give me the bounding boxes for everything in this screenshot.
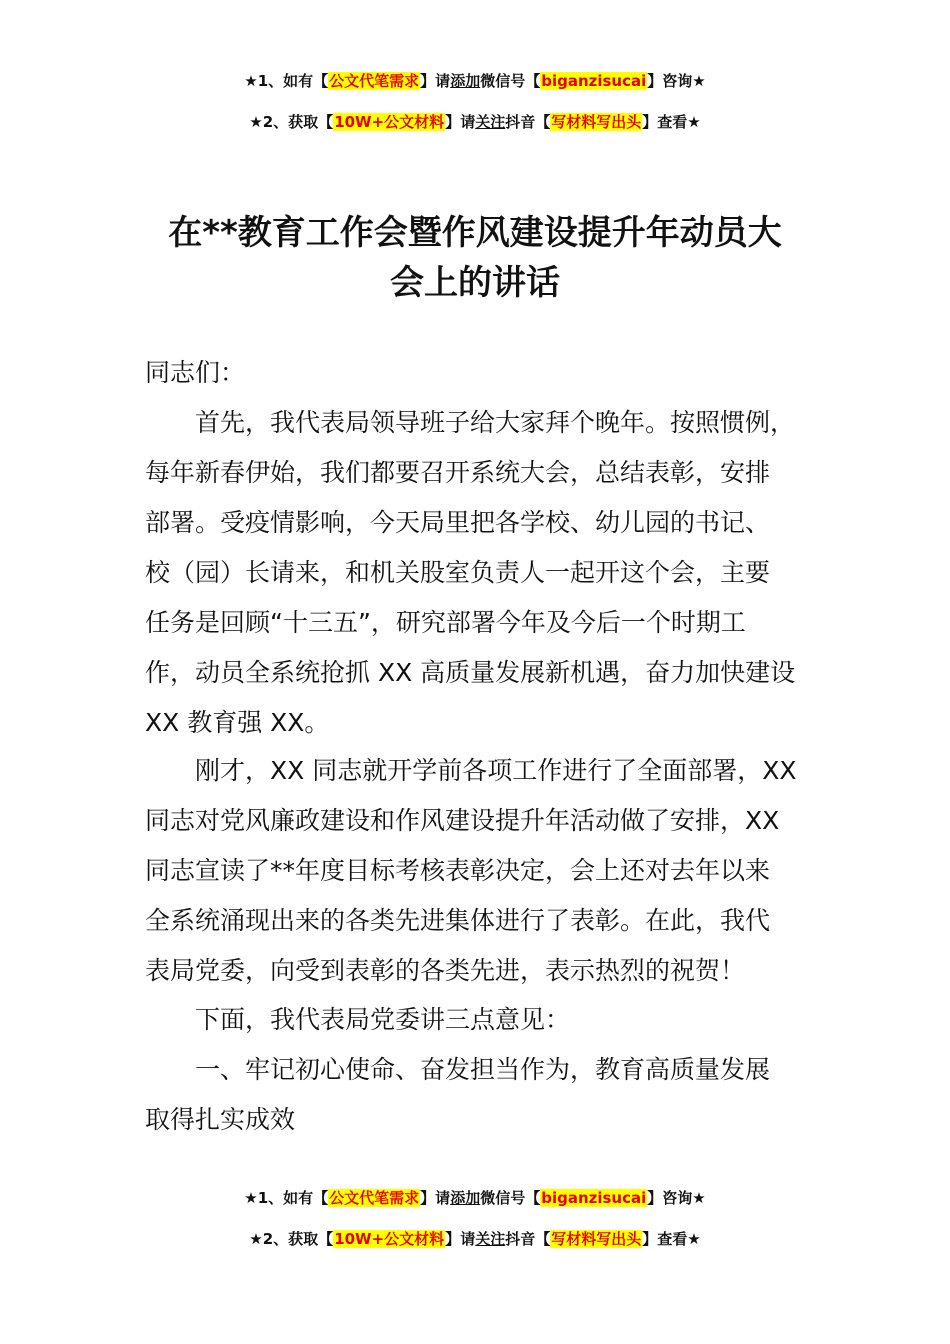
- title-line-2: 会上的讲话: [390, 263, 560, 303]
- notice-text: 】请: [420, 1189, 451, 1207]
- notice-highlight: 10W+公文材料: [334, 1230, 445, 1248]
- notice-highlight: 公文代笔需求: [329, 1189, 420, 1207]
- paragraph-line: 同志宣读了**年度目标考核表彰决定，会上还对去年以来: [145, 856, 771, 885]
- salutation: 同志们：: [145, 358, 246, 387]
- paragraph-line: 作，动员全系统抢抓 XX 高质量发展新机遇，奋力加快建设: [145, 658, 796, 687]
- top-notice-line-2: [0, 111, 950, 133]
- paragraph-line: 全系统涌现出来的各类先进集体进行了表彰。在此，我代: [145, 906, 771, 935]
- notice-highlight: 写材料写出头: [551, 113, 642, 131]
- notice-underlined: 关注: [475, 113, 506, 131]
- notice-text: ★1、如有【: [244, 72, 329, 90]
- paragraph-line: 校（园）长请来，和机关股室负责人一起开这个会，主要: [145, 558, 771, 587]
- paragraph-line: 任务是回顾“十三五”，研究部署今年及今后一个时期工: [145, 608, 746, 637]
- notice-text: ★1、如有【: [244, 1189, 329, 1207]
- notice-highlight: 公文代笔需求: [329, 72, 420, 90]
- notice-text: 微信号【: [480, 72, 541, 90]
- paragraph-line: 部署。受疫情影响，今天局里把各学校、幼儿园的书记、: [145, 508, 771, 537]
- paragraph-3: 下面，我代表局党委讲三点意见：: [195, 1005, 571, 1034]
- notice-highlight: biganzisucai: [541, 72, 647, 90]
- notice-text: 】请: [420, 72, 451, 90]
- notice-underlined: 添加: [450, 72, 481, 90]
- notice-underlined: 添加: [450, 1189, 481, 1207]
- paragraph-line: 首先，我代表局领导班子给大家拜个晚年。按照惯例，: [195, 408, 796, 437]
- paragraph-line: 每年新春伊始，我们都要召开系统大会，总结表彰，安排: [145, 458, 771, 487]
- top-notice-line-1: [0, 70, 950, 92]
- notice-text: 】请: [445, 113, 476, 131]
- paragraph-line: 刚才，XX 同志就开学前各项工作进行了全面部署，XX: [195, 756, 797, 785]
- notice-underlined: 关注: [475, 1230, 506, 1248]
- notice-text: ★2、获取【: [249, 113, 334, 131]
- notice-text: 】查看★: [642, 113, 701, 131]
- notice-highlight: 写材料写出头: [551, 1230, 642, 1248]
- notice-highlight: 10W+公文材料: [334, 113, 445, 131]
- paragraph-line: 一、牢记初心使命、奋发担当作为，教育高质量发展: [195, 1055, 771, 1084]
- notice-text: 】咨询★: [647, 72, 706, 90]
- notice-text: 】查看★: [642, 1230, 701, 1248]
- document-title: [0, 208, 950, 308]
- paragraph-line: 表局党委，向受到表彰的各类先进，表示热烈的祝贺！: [145, 956, 746, 985]
- notice-text: 抖音【: [505, 1230, 551, 1248]
- bottom-notice-line-1: [0, 1187, 950, 1209]
- notice-text: 】请: [445, 1230, 476, 1248]
- paragraph-line: 取得扎实成效: [145, 1105, 296, 1134]
- paragraph-1: [145, 398, 835, 748]
- paragraph-line: XX 教育强 XX。: [145, 708, 330, 737]
- paragraph-line: 同志对党风廉政建设和作风建设提升年活动做了安排，XX: [145, 806, 780, 835]
- title-line-1: 在**教育工作会暨作风建设提升年动员大: [168, 213, 782, 253]
- paragraph-2: [145, 746, 835, 996]
- notice-highlight: biganzisucai: [541, 1189, 647, 1207]
- notice-text: 抖音【: [505, 113, 551, 131]
- section-heading-1: [145, 1045, 835, 1145]
- notice-text: ★2、获取【: [249, 1230, 334, 1248]
- notice-text: 】咨询★: [647, 1189, 706, 1207]
- notice-text: 微信号【: [480, 1189, 541, 1207]
- bottom-notice-line-2: [0, 1228, 950, 1250]
